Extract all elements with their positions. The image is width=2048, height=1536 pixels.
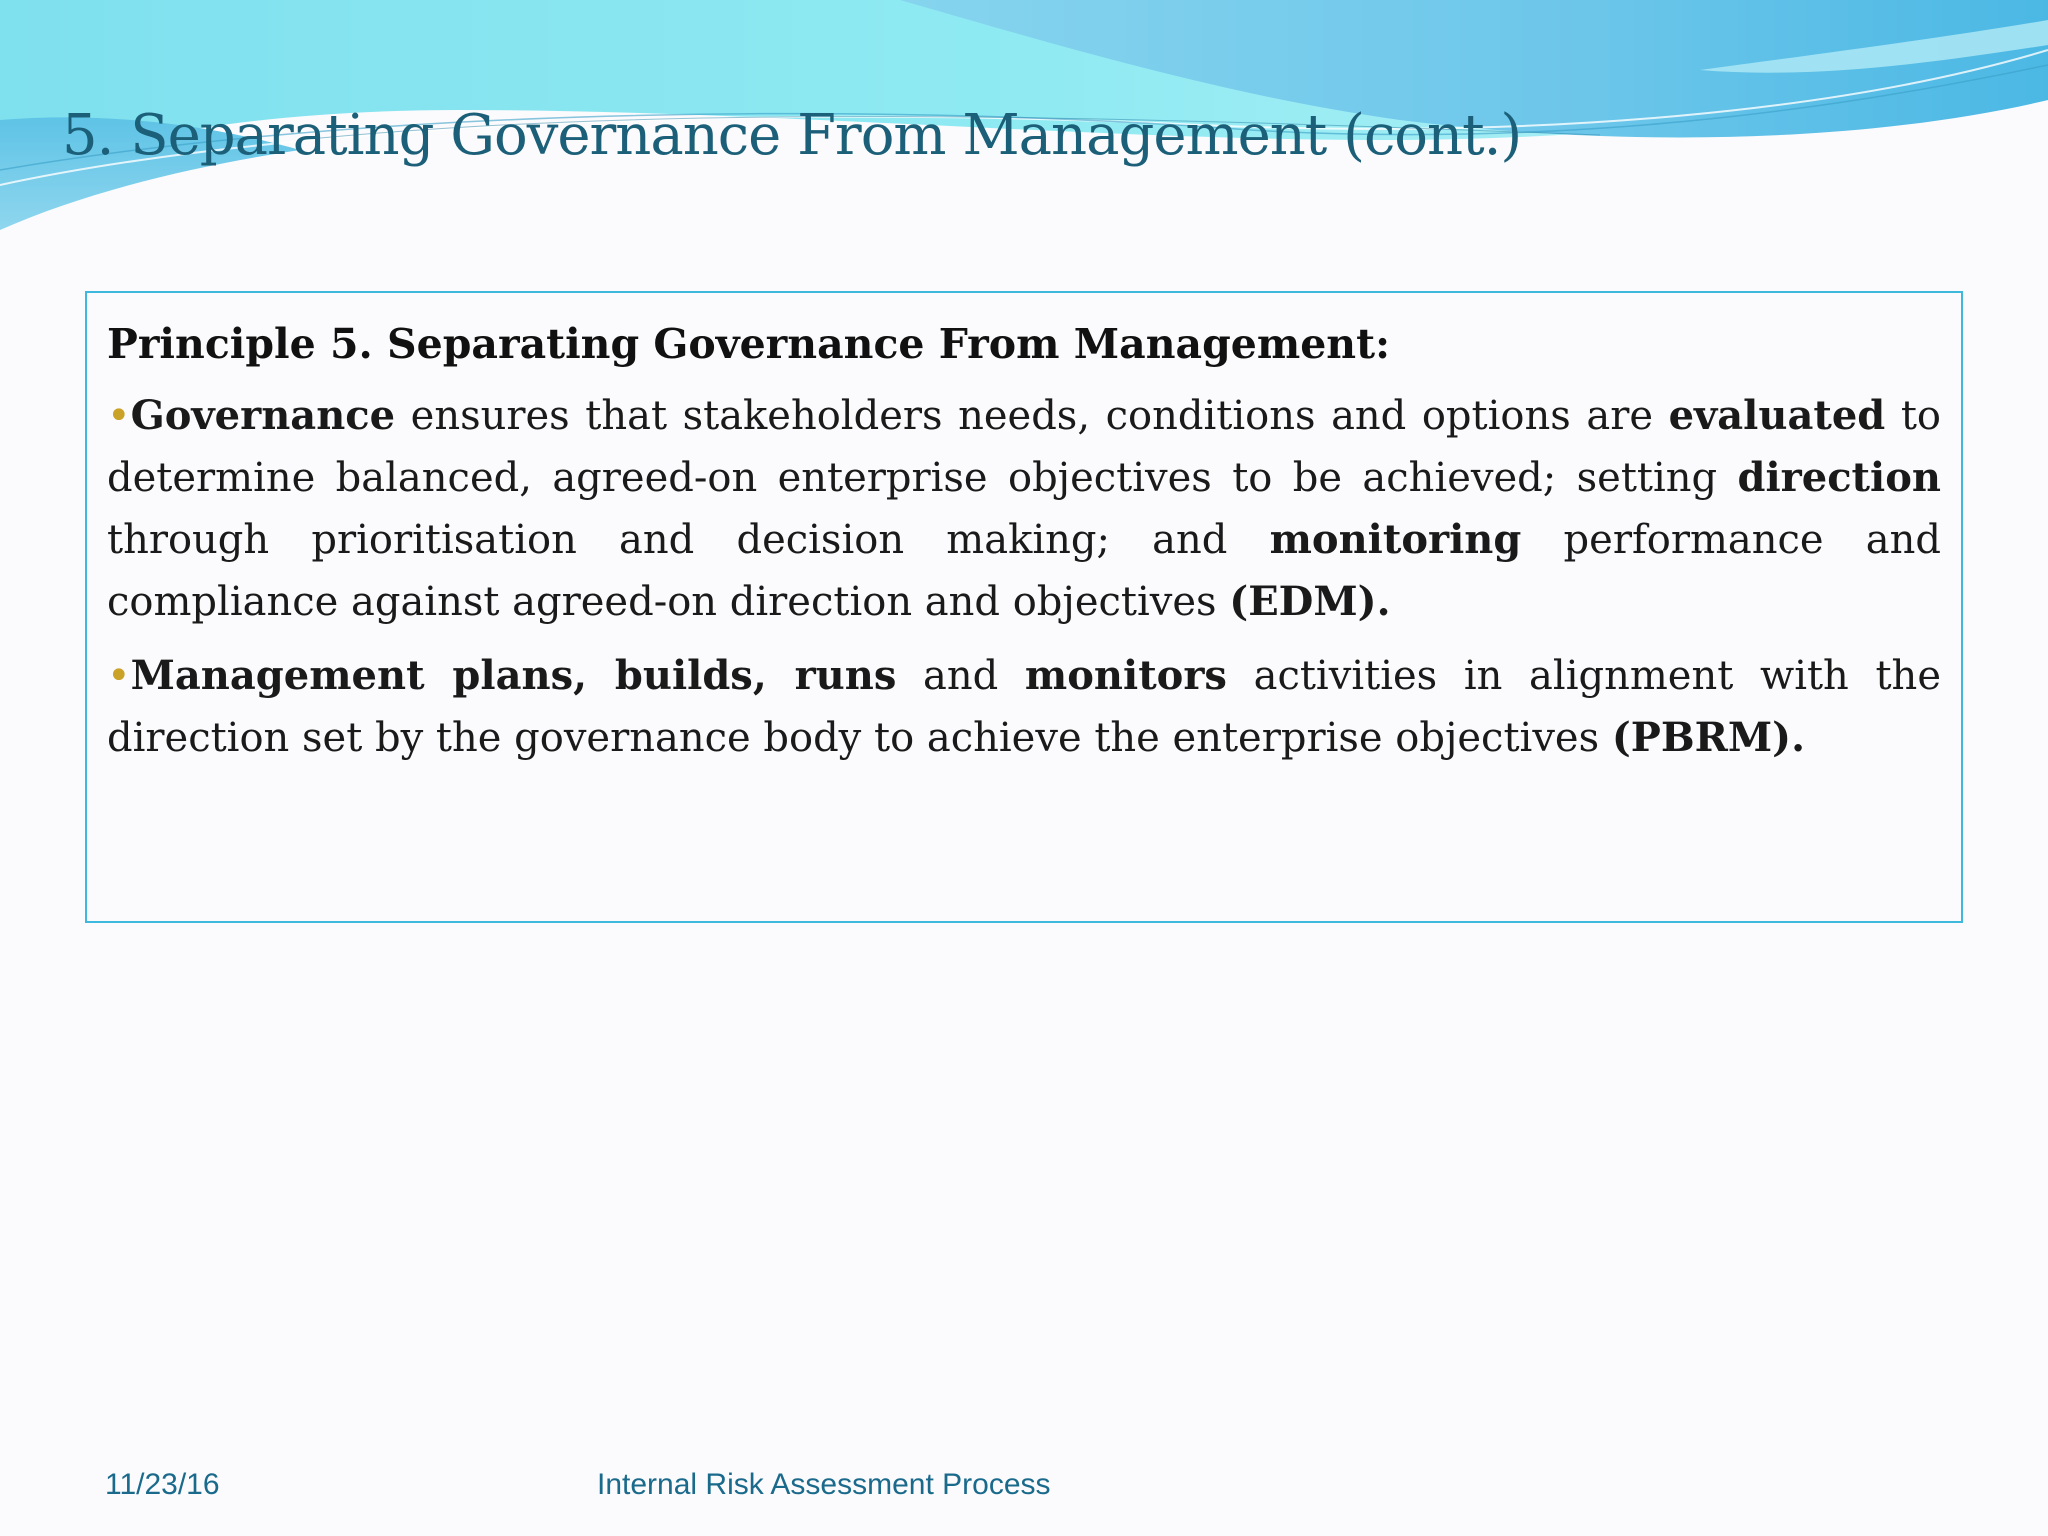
direction-term: direction (1737, 454, 1941, 501)
management-text: activities in alignment with the direction set by the governance body to achieve the enterprise objectives (107, 653, 1941, 761)
principle-heading: Principle 5. Separating Governance From Management: (107, 320, 1391, 368)
slide-title: 5. Separating Governance From Management (cont.) (62, 103, 1522, 168)
governance-bullet (107, 385, 1941, 633)
monitoring-term: monitoring (1269, 516, 1522, 563)
monitors-term: monitors (1024, 652, 1227, 699)
footer-presentation-title: Internal Risk Assessment Process (597, 1468, 1051, 1501)
governance-text: performance and compliance against agreed-on direction and objectives (107, 517, 1941, 625)
governance-text: through prioritisation and decision making; and (107, 517, 1270, 563)
footer-date: 11/23/16 (105, 1468, 220, 1501)
bullet-dot-icon: • (107, 393, 131, 439)
bullet-dot-icon: • (107, 653, 131, 699)
governance-text: ensures that stakeholders needs, conditions and options are (395, 393, 1669, 439)
management-terms: Management plans, builds, runs (130, 652, 897, 699)
evaluated-term: evaluated (1668, 392, 1886, 439)
management-bullet (107, 645, 1941, 769)
pbrm-acronym: (PBRM). (1611, 714, 1806, 761)
governance-text: to determine balanced, agreed-on enterprise objectives to be achieved; setting (107, 393, 1941, 501)
management-text: and (896, 653, 1025, 699)
governance-term: Governance (130, 392, 396, 439)
principle-content-box (85, 291, 1963, 923)
edm-acronym: (EDM). (1229, 578, 1391, 625)
